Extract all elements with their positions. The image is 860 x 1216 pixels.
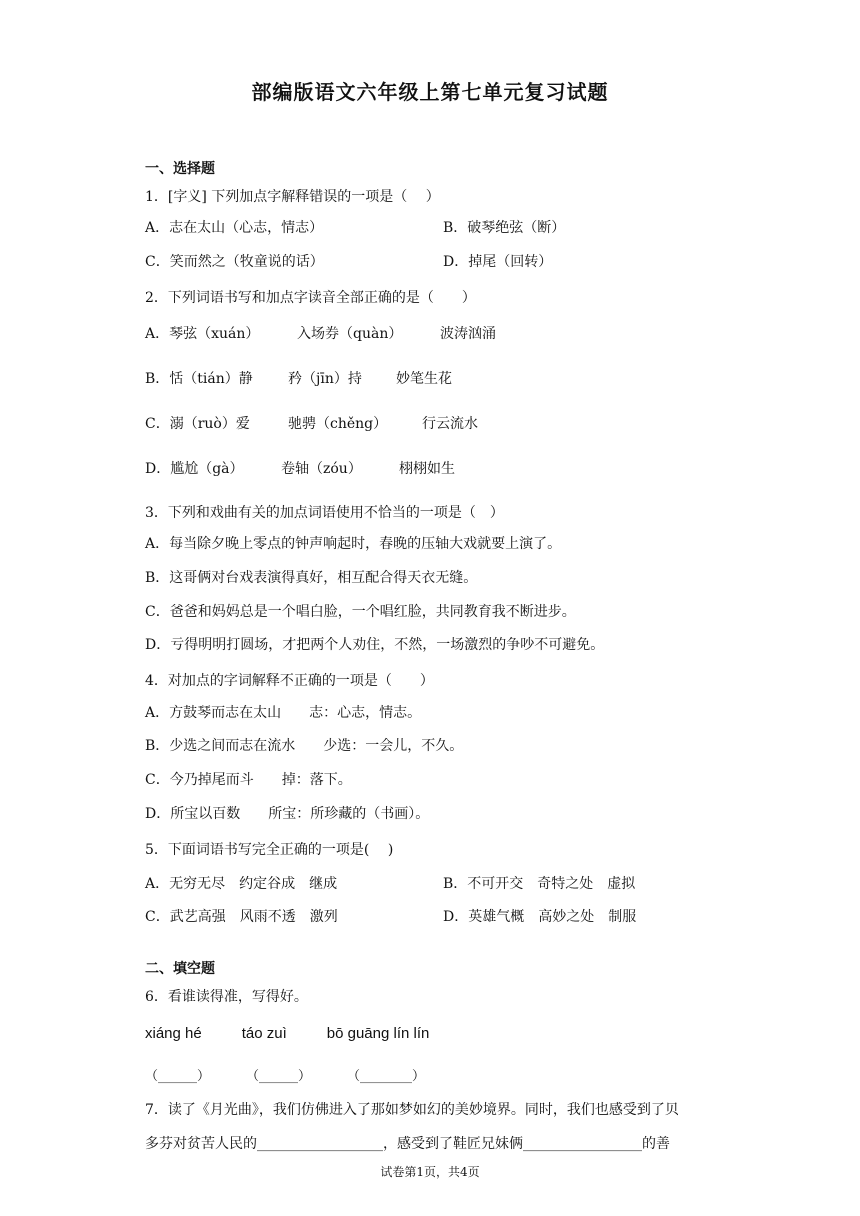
question-1-option-b: B．破琴绝弦（断） (443, 220, 566, 236)
option-part: 栩栩如生 (399, 461, 455, 477)
question-4-option-d: D．所宝以百数 所宝：所珍藏的（书画）。 (145, 806, 430, 822)
question-2-stem: 2．下列词语书写和加点字读音全部正确的是（ ） (145, 290, 476, 306)
option-part: 矜（jīn）持 (288, 371, 362, 387)
option-part: 入场券（quàn） (297, 326, 403, 342)
answer-blank: （________） (347, 1069, 426, 1084)
question-4-option-a: A．方鼓琴而志在太山 志：心志，情志。 (145, 705, 422, 721)
page-title: 部编版语文六年级上第七单元复习试题 (251, 80, 609, 104)
pinyin-item: táo zuì (241, 1025, 287, 1042)
question-1-stem: 1．[字义] 下列加点字解释错误的一项是（ ） (145, 189, 440, 205)
question-3-option-d: D．亏得明明打圆场，才把两个人劝住，不然，一场激烈的争吵不可避免。 (145, 637, 605, 653)
question-6-answer-blanks (145, 1065, 461, 1084)
question-1-option-d: D．掉尾（回转） (443, 254, 553, 270)
question-2-option-d (145, 458, 455, 478)
answer-blank: （______） (145, 1069, 211, 1084)
question-5-option-d: D．英雄气概 高妙之处 制服 (443, 909, 637, 925)
option-part: 驰骋（chěng） (288, 416, 388, 432)
question-4-stem: 4．对加点的字词解释不正确的一项是（ ） (145, 673, 434, 689)
question-1-option-a: A．志在太山（心志，情志） (145, 220, 324, 236)
question-5-option-b: B．不可开交 奇特之处 虚拟 (443, 876, 636, 892)
page-footer: 试卷第1页，共4页 (380, 1165, 480, 1179)
option-part: 行云流水 (422, 416, 478, 432)
option-part: B．恬（tián）静 (145, 371, 253, 387)
question-2-option-a (145, 323, 496, 343)
question-3-option-a: A．每当除夕晚上零点的钟声响起时，春晚的压轴大戏就要上演了。 (145, 536, 562, 552)
question-5-stem: 5．下面词语书写完全正确的一项是( ) (145, 842, 394, 858)
question-6-stem: 6．看谁读得准，写得好。 (145, 989, 308, 1005)
question-3-option-b: B．这哥俩对台戏表演得真好，相互配合得天衣无缝。 (145, 570, 478, 586)
option-part: C．溺（ruò）爱 (145, 416, 250, 432)
question-3-stem: 3．下列和戏曲有关的加点词语使用不恰当的一项是（ ） (145, 505, 504, 521)
option-part: 妙笔生花 (396, 371, 452, 387)
option-part: D．尴尬（gà） (145, 461, 244, 477)
question-5-option-c: C．武艺高强 风雨不透 激列 (145, 909, 338, 925)
question-6-pinyin-row (145, 1025, 469, 1042)
option-part: A．琴弦（xuán） (145, 326, 260, 342)
question-2-option-c (145, 413, 478, 433)
question-7-line-1: 7．读了《月光曲》，我们仿佛进入了那如梦如幻的美妙境界。同时，我们也感受到了贝 (145, 1102, 679, 1118)
question-1-option-c: C．笑而然之（牧童说的话） (145, 254, 324, 270)
answer-blank: （______） (246, 1069, 312, 1084)
question-4-option-b: B．少选之间而志在流水 少选：一会儿，不久。 (145, 738, 464, 754)
pinyin-item: bō guāng lín lín (326, 1025, 430, 1042)
question-7-line-2: 多芬对贫苦人民的__________________，感受到了鞋匠兄妹俩_________________的善 (145, 1136, 670, 1152)
question-2-option-b (145, 368, 452, 388)
section-heading-fill: 二、填空题 (145, 961, 215, 977)
question-3-option-c: C．爸爸和妈妈总是一个唱白脸，一个唱红脸，共同教育我不断进步。 (145, 604, 576, 620)
question-5-option-a: A．无穷无尽 约定谷成 继成 (145, 876, 338, 892)
section-heading-choice: 一、选择题 (145, 161, 215, 177)
option-part: 卷轴（zóu） (281, 461, 362, 477)
pinyin-item: xiáng hé (145, 1025, 202, 1042)
question-4-option-c: C．今乃掉尾而斗 掉：落下。 (145, 772, 352, 788)
option-part: 波涛汹涌 (440, 326, 496, 342)
